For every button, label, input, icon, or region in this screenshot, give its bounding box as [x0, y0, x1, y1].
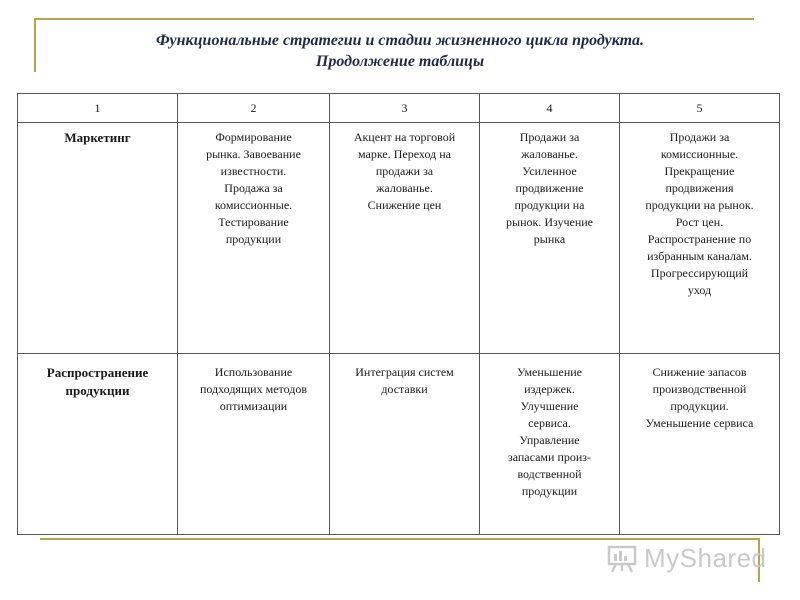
- table-header-row: [18, 94, 780, 123]
- column-number: 4: [480, 94, 620, 123]
- table-row-distribution: [18, 354, 780, 535]
- table-cell: Продажи за комиссионные. Прекращение продвижения продукции на рынок. Рост цен. Распространение по избранным каналам. Прогрессирующий уход: [620, 123, 780, 354]
- slide-title: [60, 30, 740, 72]
- title-line-2: Продолжение таблицы: [315, 53, 485, 70]
- column-number: 3: [330, 94, 480, 123]
- watermark-logo: [606, 541, 767, 575]
- bottom-frame-line: [40, 538, 760, 540]
- table-cell: Интеграция систем доставки: [330, 354, 480, 535]
- top-frame-line: [34, 18, 754, 20]
- column-number: 2: [178, 94, 330, 123]
- row-label-marketing: Маркетинг: [18, 123, 178, 354]
- table-row-marketing: [18, 123, 780, 354]
- left-frame-line: [34, 18, 36, 72]
- table-cell: Продажи за жалованье. Усиленное продвижение продукции на рынок. Изучение рынка: [480, 123, 620, 354]
- strategy-table: [17, 93, 780, 535]
- table-cell: Использование подходящих методов оптимизации: [178, 354, 330, 535]
- title-line-1: Функциональные стратегии и стадии жизненного цикла продукта.: [155, 32, 645, 49]
- table-cell: Снижение запасов производственной продукции. Уменьшение сервиса: [620, 354, 780, 535]
- watermark-text: MyShared: [644, 542, 767, 573]
- row-label-distribution: Распространение продукции: [18, 354, 178, 535]
- table-cell: Формирование рынка. Завоевание известности. Продажа за комиссионные. Тестирование продукции: [178, 123, 330, 354]
- column-number: 5: [620, 94, 780, 123]
- column-number: 1: [18, 94, 178, 123]
- table-cell: Уменьшение издержек. Улучшение сервиса. Управление запасами произ- водственной продукции: [480, 354, 620, 535]
- presentation-board-icon: [606, 542, 638, 574]
- table-cell: Акцент на торговой марке. Переход на продажи за жалованье. Снижение цен: [330, 123, 480, 354]
